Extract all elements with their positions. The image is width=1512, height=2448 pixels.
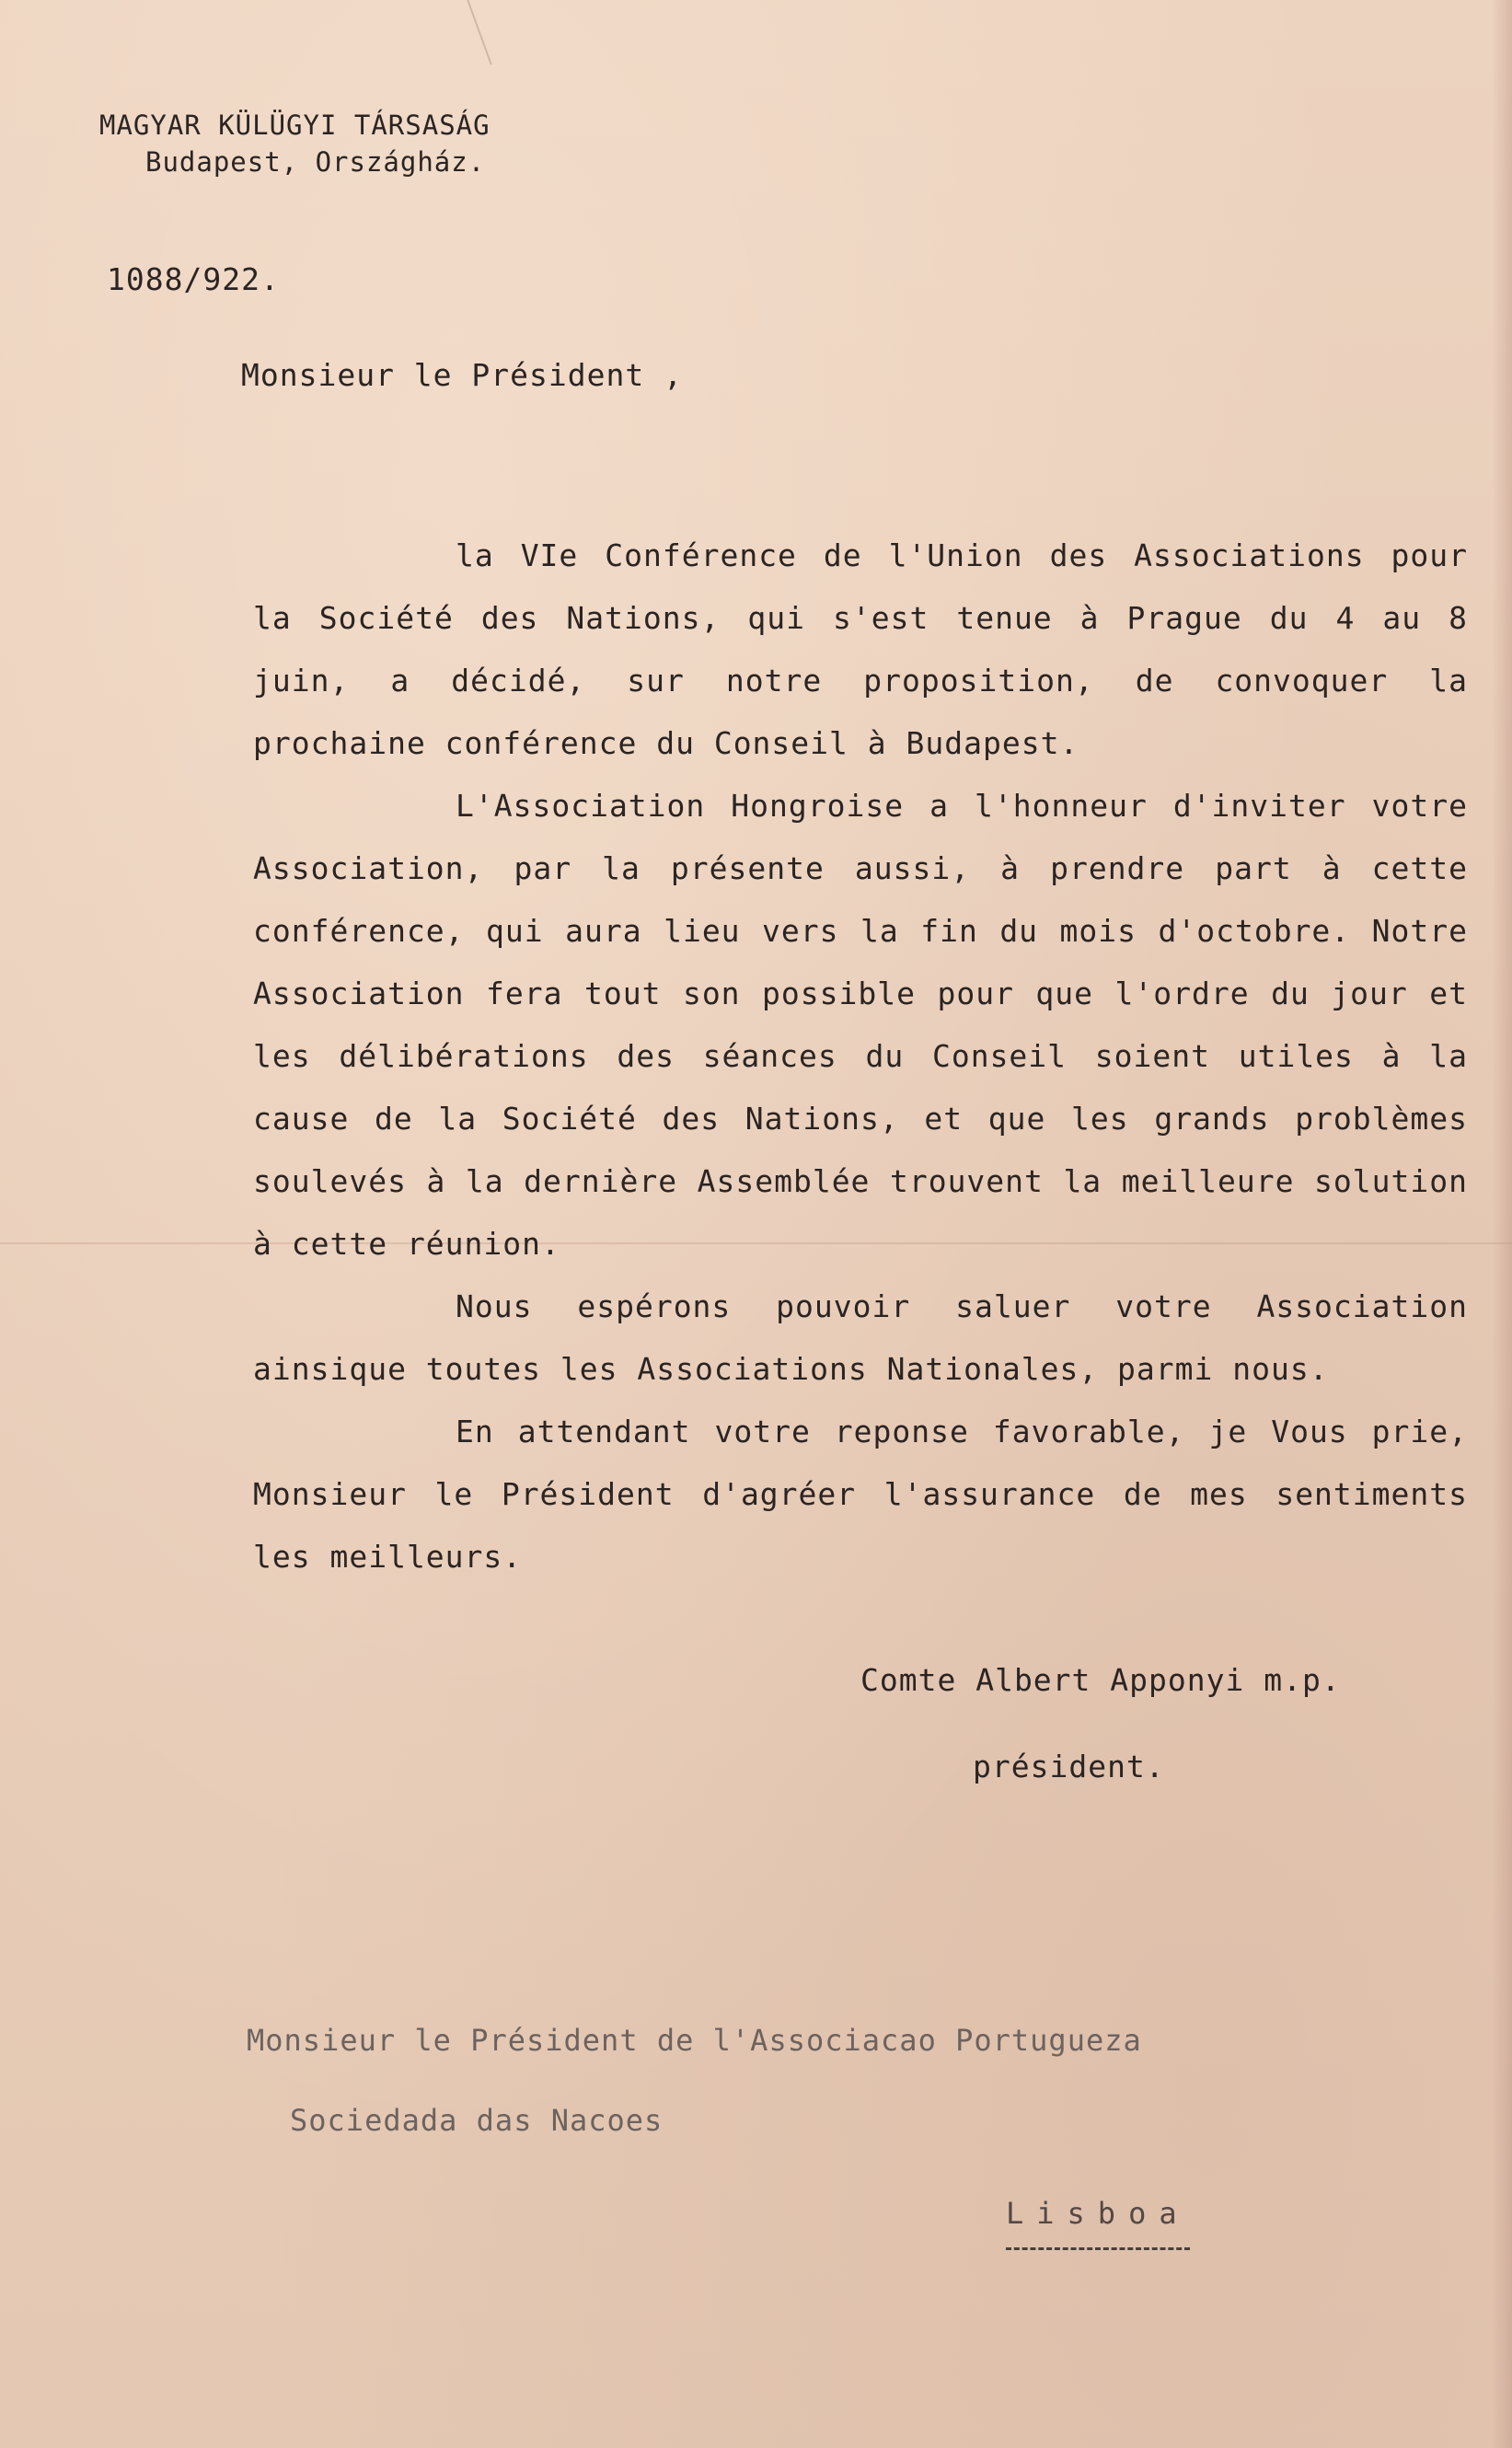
paragraph-text: En attendant votre reponse favorable, je Vous prie, Monsieur le Président d'agréer l'assurance de mes sentiments les meilleurs. [253, 1414, 1468, 1575]
organization-address: Budapest, Országház. [145, 146, 486, 178]
body-paragraph [253, 525, 1468, 775]
addressee-line-1: Monsieur le Président de l'Associacao Portugueza [247, 2023, 1142, 2058]
addressee-city: Lisboa [1006, 2196, 1190, 2250]
addressee-line-2: Sociedada das Nacoes [290, 2103, 664, 2138]
letterhead [99, 107, 491, 180]
paper-tear [467, 0, 547, 64]
paper-edge-shadow [1492, 0, 1512, 2448]
letter-body [253, 525, 1468, 1588]
organization-name: MAGYAR KÜLÜGYI TÁRSASÁG [99, 110, 491, 141]
reference-number: 1088/922. [107, 261, 280, 297]
signature-name: Comte Albert Apponyi m.p. [860, 1662, 1341, 1698]
body-paragraph [253, 775, 1468, 1276]
signature-title: président. [973, 1749, 1165, 1784]
body-paragraph [253, 1401, 1468, 1588]
paragraph-text: L'Association Hongroise a l'honneur d'inviter votre Association, par la présente aussi, à prendre part à cette conférence, qui aura lieu vers la fin du mois d'octobre. Notre Association fera tout son possible pour que l'ordre du jour et les délibérations des séances du Conseil soient utiles à la cause de la Société des Nations, et que les grands problèmes soulevés à la dernière Assemblée trouvent la meilleure solution à cette réunion. [253, 788, 1468, 1262]
paragraph-text: Nous espérons pouvoir saluer votre Association ainsique toutes les Associations Nationales, parmi nous. [253, 1288, 1468, 1387]
body-paragraph [253, 1276, 1468, 1401]
salutation: Monsieur le Président , [241, 357, 683, 393]
paragraph-text: la VIe Conférence de l'Union des Associations pour la Société des Nations, qui s'est tenue à Prague du 4 au 8 juin, a décidé, sur notre proposition, de convoquer la prochaine conférence du Conseil à Budapest. [253, 537, 1468, 761]
